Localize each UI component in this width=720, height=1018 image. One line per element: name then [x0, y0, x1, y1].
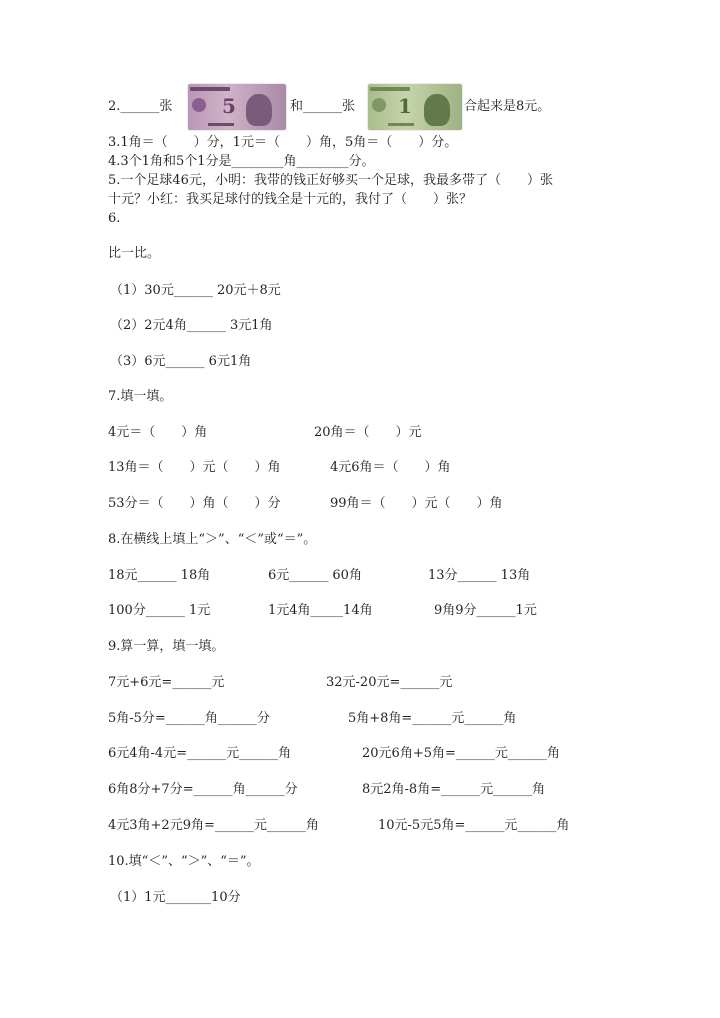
- calc-item: 6角8分+7分=______角______分: [108, 782, 298, 797]
- calc-item: 6元4角-4元=______元______角: [108, 746, 292, 761]
- unit-label: 张: [159, 99, 173, 114]
- compare-item: 100分______ 1元: [108, 603, 211, 618]
- comparison-item: （3）6元______ 6元1角: [110, 354, 252, 369]
- conjunction: 和: [290, 99, 304, 114]
- answer-blank: ______: [303, 99, 343, 114]
- compare-item: 18元______ 18角: [108, 568, 211, 583]
- compare-item: 9角9分______1元: [434, 603, 537, 618]
- fill-item: 20角＝（ ）元: [314, 425, 422, 440]
- calc-item: 7元+6元=______元: [108, 675, 225, 690]
- compare-item: 13分______ 13角: [428, 568, 531, 583]
- fill-item: 13角＝（ ）元（ ）角: [108, 460, 281, 475]
- question-2-middle: [290, 98, 355, 116]
- calc-item: 10元-5元5角=______元______角: [378, 818, 570, 833]
- calc-item: 8元2角-8角=______元______角: [362, 782, 546, 797]
- question-2-tail: 合起来是8元。: [464, 99, 551, 114]
- question-number: 2.: [108, 99, 121, 114]
- question-10-title: 10.填“＜”、“＞”、“＝”。: [108, 854, 260, 869]
- question-2: [108, 98, 172, 116]
- calc-item: 32元-20元=______元: [326, 675, 453, 690]
- compare-item: 6元______ 60角: [268, 568, 362, 583]
- comparison-item: （1）30元______ 20元＋8元: [110, 283, 281, 298]
- fill-item: 53分＝（ ）角（ ）分: [108, 496, 281, 511]
- one-yuan-denomination: 1: [398, 94, 412, 118]
- question-4: 4.3个1角和5个1分是________角________分。: [108, 154, 375, 169]
- calc-item: 5角-5分=______角______分: [108, 711, 270, 726]
- comparison-item: （2）2元4角______ 3元1角: [110, 318, 273, 333]
- one-yuan-banknote-image: [368, 84, 462, 130]
- five-yuan-denomination: 5: [222, 94, 236, 118]
- answer-blank: ______: [120, 99, 160, 114]
- fill-item: 99角＝（ ）元（ ）角: [330, 496, 503, 511]
- question-5-line-2: 十元？小红：我买足球付的钱全是十元的，我付了（ ）张？: [108, 192, 473, 207]
- comparison-item: （1）1元_______10分: [110, 890, 241, 905]
- fill-item: 4元＝（ ）角: [108, 425, 208, 440]
- question-6-title: 比一比。: [108, 246, 161, 261]
- calc-item: 4元3角+2元9角=______元______角: [108, 818, 319, 833]
- calc-item: 20元6角+5角=______元______角: [362, 746, 560, 761]
- question-9-title: 9.算一算，填一填。: [108, 639, 225, 654]
- question-6-number: 6.: [108, 211, 121, 226]
- unit-label: 张: [342, 99, 356, 114]
- calc-item: 5角+8角=______元______角: [348, 711, 517, 726]
- question-7-title: 7.填一填。: [108, 389, 173, 404]
- question-3: 3.1角＝（ ）分，1元＝（ ）角，5角＝（ ）分。: [108, 135, 458, 150]
- compare-item: 1元4角_____14角: [268, 603, 373, 618]
- five-yuan-banknote-image: [188, 84, 286, 130]
- fill-item: 4元6角＝（ ）角: [330, 460, 451, 475]
- question-8-title: 8.在横线上填上“＞”、“＜”或“＝”。: [108, 532, 317, 547]
- question-5-line-1: 5.一个足球46元，小明：我带的钱正好够买一个足球，我最多带了（ ）张: [108, 173, 553, 188]
